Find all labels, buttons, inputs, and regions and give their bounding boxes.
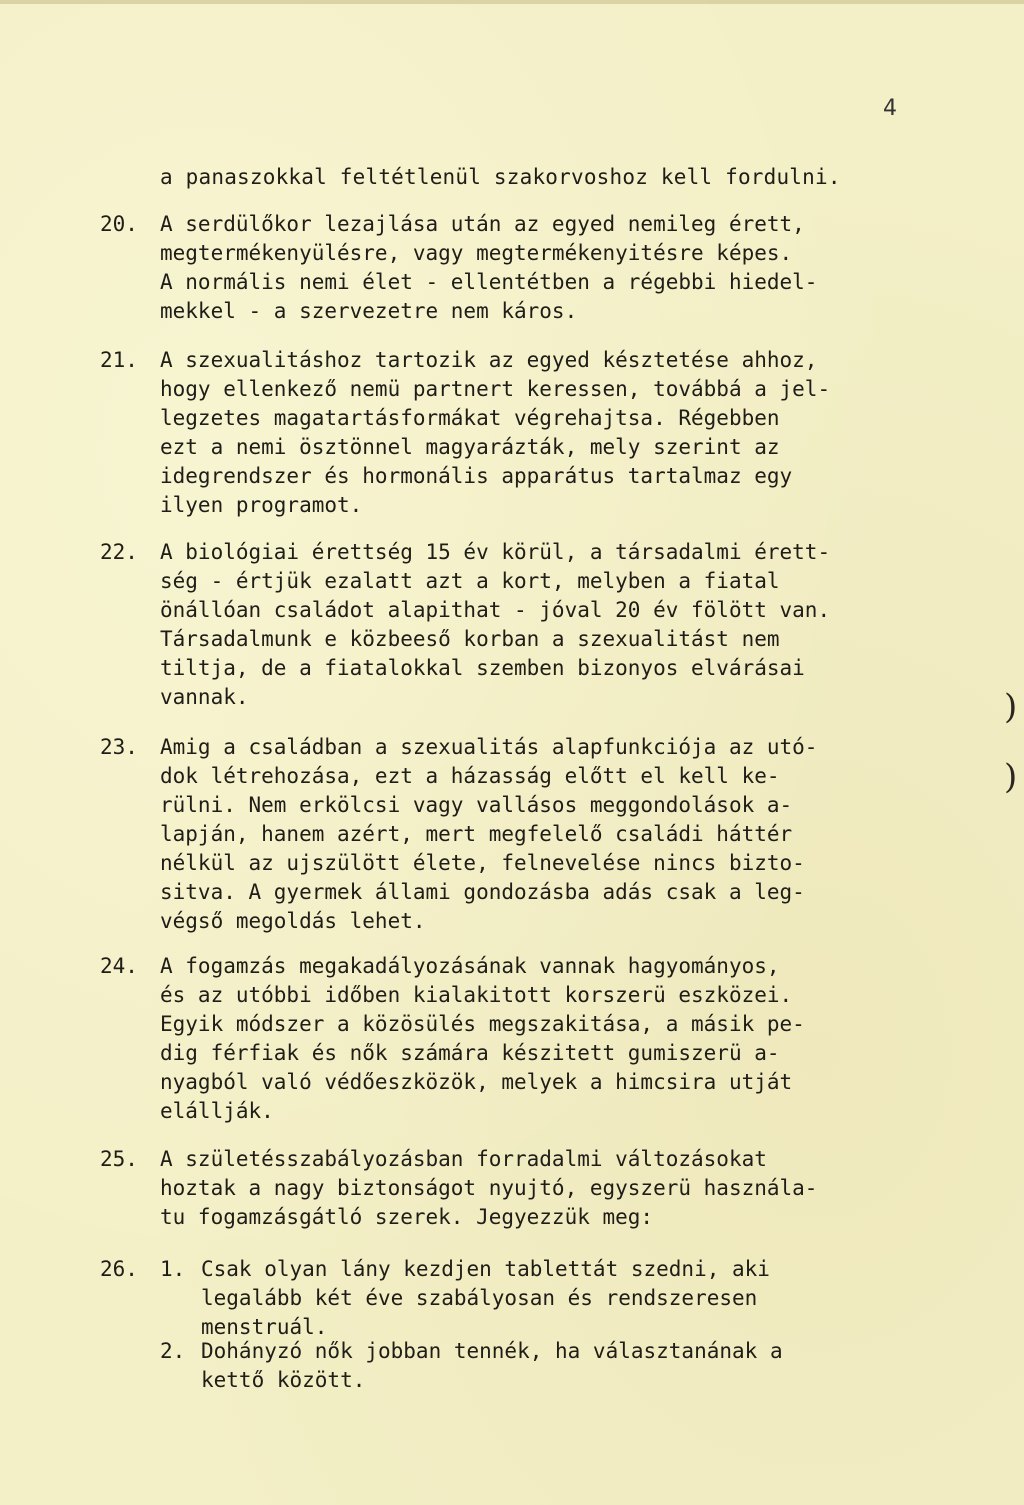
paragraph-line: nélkül az ujszülött élete, felnevelése nincs bizto- [160,851,805,875]
paragraph-line: hoztak a nagy biztonságot nyujtó, egyszerü használa- [160,1176,818,1200]
paragraph-line: Amig a családban a szexualitás alapfunkciója az utó- [160,735,818,759]
list-item-line: kettő között. [201,1368,366,1392]
list-item-line: Dohányzó nők jobban tennék, ha választanának a [201,1339,783,1363]
list-item-line: menstruál. [201,1315,328,1339]
paragraph-line: önállóan családot alapithat - jóval 20 év fölött van. [160,598,831,622]
paragraph-line: tu fogamzásgátló szerek. Jegyezzük meg: [160,1205,654,1229]
paragraph-line: és az utóbbi időben kialakitott korszerü eszközei. [160,983,793,1007]
paragraph-line: A normális nemi élet - ellentétben a régebbi hiedel- [160,270,818,294]
paragraph-line: végső megoldás lehet. [160,909,426,933]
paragraph-number: 25. [100,1147,138,1171]
paragraph-line: hogy ellenkező nemü partnert keressen, továbbá a jel- [160,377,831,401]
paragraph-line: idegrendszer és hormonális apparátus tartalmaz egy [160,464,793,488]
page-top-edge [0,0,1024,4]
paragraph-line: ség - értjük ezalatt azt a kort, melyben a fiatal [160,569,780,593]
page-number: 4 [883,96,897,121]
paragraph-line: A fogamzás megakadályozásának vannak hagyományos, [160,954,780,978]
list-item-number: 1. [160,1257,186,1281]
paragraph-number: 26. [100,1257,138,1281]
paragraph-line: A szexualitáshoz tartozik az egyed késztetése ahhoz, [160,348,818,372]
paragraph-line: nyagból való védőeszközök, melyek a himcsira utját [160,1070,793,1094]
paragraph-line: elállják. [160,1099,274,1123]
paragraph-line: A serdülőkor lezajlása után az egyed nemileg érett, [160,212,805,236]
list-item-line: legalább két éve szabályosan és rendszeresen [201,1286,758,1310]
paragraph-line: A biológiai érettség 15 év körül, a társadalmi érett- [160,540,831,564]
paragraph-line: legzetes magatartásformákat végrehajtsa. Régebben [160,406,780,430]
paragraph-line: megtermékenyülésre, vagy megtermékenyitésre képes. [160,241,793,265]
paragraph-line: vannak. [160,685,249,709]
paragraph-line: lapján, hanem azért, mert megfelelő családi háttér [160,822,793,846]
binding-clip-mark-top: ) [1004,687,1018,727]
binding-clip-mark-bottom: ) [1004,757,1018,797]
paragraph-number: 23. [100,735,138,759]
paragraph-line: dig férfiak és nők számára készitett gumiszerü a- [160,1041,780,1065]
paragraph-line: rülni. Nem erkölcsi vagy vallásos meggondolások a- [160,793,793,817]
paragraph-line: tiltja, de a fiatalokkal szemben bizonyos elvárásai [160,656,805,680]
paragraph-number: 24. [100,954,138,978]
paragraph-line: sitva. A gyermek állami gondozásba adás csak a leg- [160,880,805,904]
list-item-line: Csak olyan lány kezdjen tablettát szedni, aki [201,1257,770,1281]
paragraph-number: 22. [100,540,138,564]
paragraph-line: dok létrehozása, ezt a házasság előtt el kell ke- [160,764,780,788]
paragraph-line: Egyik módszer a közösülés megszakitása, a másik pe- [160,1012,805,1036]
paragraph-line: ezt a nemi ösztönnel magyarázták, mely szerint az [160,435,780,459]
intro-line: a panaszokkal feltétlenül szakorvoshoz kell fordulni. [160,165,841,189]
list-item-number: 2. [160,1339,186,1363]
paragraph-line: Társadalmunk e közbeeső korban a szexualitást nem [160,627,780,651]
paragraph-line: ilyen programot. [160,493,363,517]
paragraph-line: A születésszabályozásban forradalmi változásokat [160,1147,767,1171]
paragraph-line: mekkel - a szervezetre nem káros. [160,299,578,323]
paragraph-number: 21. [100,348,138,372]
paragraph-number: 20. [100,212,138,236]
